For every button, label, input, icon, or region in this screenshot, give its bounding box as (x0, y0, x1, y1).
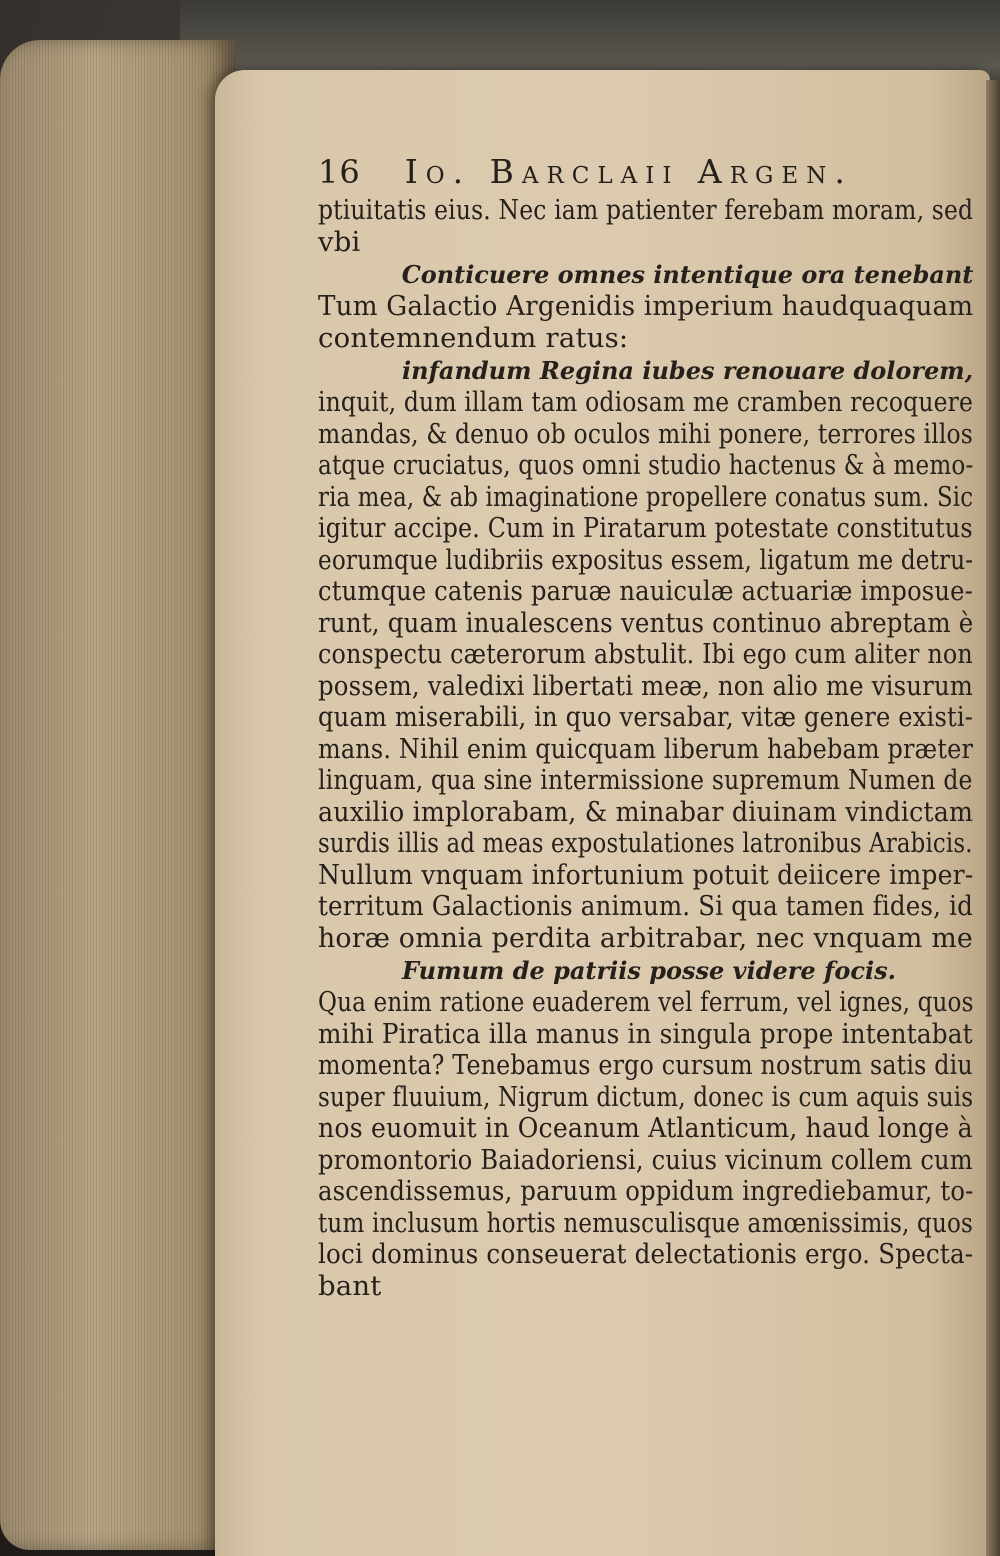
text-line: eorumque ludibriis expositus essem, ligatum me detru- (318, 543, 974, 576)
text-line: surdis illis ad meas expostulationes latronibus Arabicis. (318, 827, 973, 859)
page-right-edge (986, 80, 1000, 1556)
text-line: mandas, & denuo ob oculos mihi ponere, terrores illos (318, 417, 973, 450)
page-number: 16 (318, 153, 361, 191)
text-line: territum Galactionis animum. Si qua tamen fides, id (318, 890, 973, 922)
text-line: ctumque catenis paruæ nauiculæ actuariæ imposue- (318, 575, 973, 607)
text-line: vbi (318, 225, 361, 258)
text-line: tum inclusum hortis nemusculisque amœnissimis, quos (318, 1206, 974, 1239)
text-line: mihi Piratica illa manus in singula prope intentabat (318, 1017, 973, 1050)
text-line: Nullum vnquam infortunium potuit deiicere imper- (318, 858, 974, 891)
page-header (318, 152, 978, 191)
text-line: igitur accipe. Cum in Piratarum potestate constitutus (318, 512, 973, 544)
text-line: mans. Nihil enim quicquam liberum habebam præter (318, 732, 974, 765)
text-line: nos euomuit in Oceanum Atlanticum, haud longe à (318, 1112, 973, 1144)
text-line: ascendissemus, paruum oppidum ingrediebamur, to- (318, 1175, 974, 1207)
text-line: Qua enim ratione euaderem vel ferrum, vel ignes, quos (318, 986, 974, 1018)
text-line: linguam, qua sine intermissione supremum Numen de (318, 764, 973, 796)
text-line: contemnendum ratus: (318, 321, 629, 354)
text-line: possem, valedixi libertati meæ, non alio me visurum (318, 669, 974, 702)
text-line: auxilio implorabam, & minabar diuinam vindictam (318, 795, 974, 828)
text-lines (318, 195, 978, 1302)
text-line: horæ omnia perdita arbitrabar, nec vnquam me (318, 921, 973, 954)
text-line: loci dominus conseuerat delectationis ergo. Specta- (318, 1238, 974, 1270)
text-line: momenta? Tenebamus ergo cursum nostrum satis diu (318, 1049, 973, 1081)
running-head: Io. Barclaii Argen. (404, 152, 853, 191)
text-line: ptiuitatis eius. Nec iam patienter ferebam moram, sed (318, 194, 974, 226)
text-line: ria mea, & ab imaginatione propellere conatus sum. Sic (318, 480, 974, 513)
text-line: super fluuium, Nigrum dictum, donec is cum aquis suis (318, 1080, 974, 1113)
book-fore-edge (0, 40, 235, 1550)
page-text-block (318, 152, 978, 1302)
text-line: conspectu cæterorum abstulit. Ibi ego cum aliter non (318, 638, 973, 670)
text-line: quam miserabili, in quo versabar, vitæ genere existi- (318, 701, 974, 733)
text-line: atque cruciatus, quos omni studio hactenus & à memo- (318, 449, 974, 481)
text-line: promontorio Baiadoriensi, cuius vicinum collem cum (318, 1143, 973, 1176)
verse-line: infandum Regina iubes renouare dolorem, (402, 356, 974, 385)
verse-line: Fumum de patriis posse videre focis. (402, 956, 896, 985)
text-line: Tum Galactio Argenidis imperium haudquaquam (318, 290, 974, 322)
verse-line: Conticuere omnes intentique ora tenebant (401, 260, 974, 289)
text-line: runt, quam inualescens ventus continuo abreptam è (318, 606, 974, 639)
text-line: inquit, dum illam tam odiosam me cramben recoquere (318, 386, 974, 418)
text-line: bant (318, 1269, 382, 1302)
